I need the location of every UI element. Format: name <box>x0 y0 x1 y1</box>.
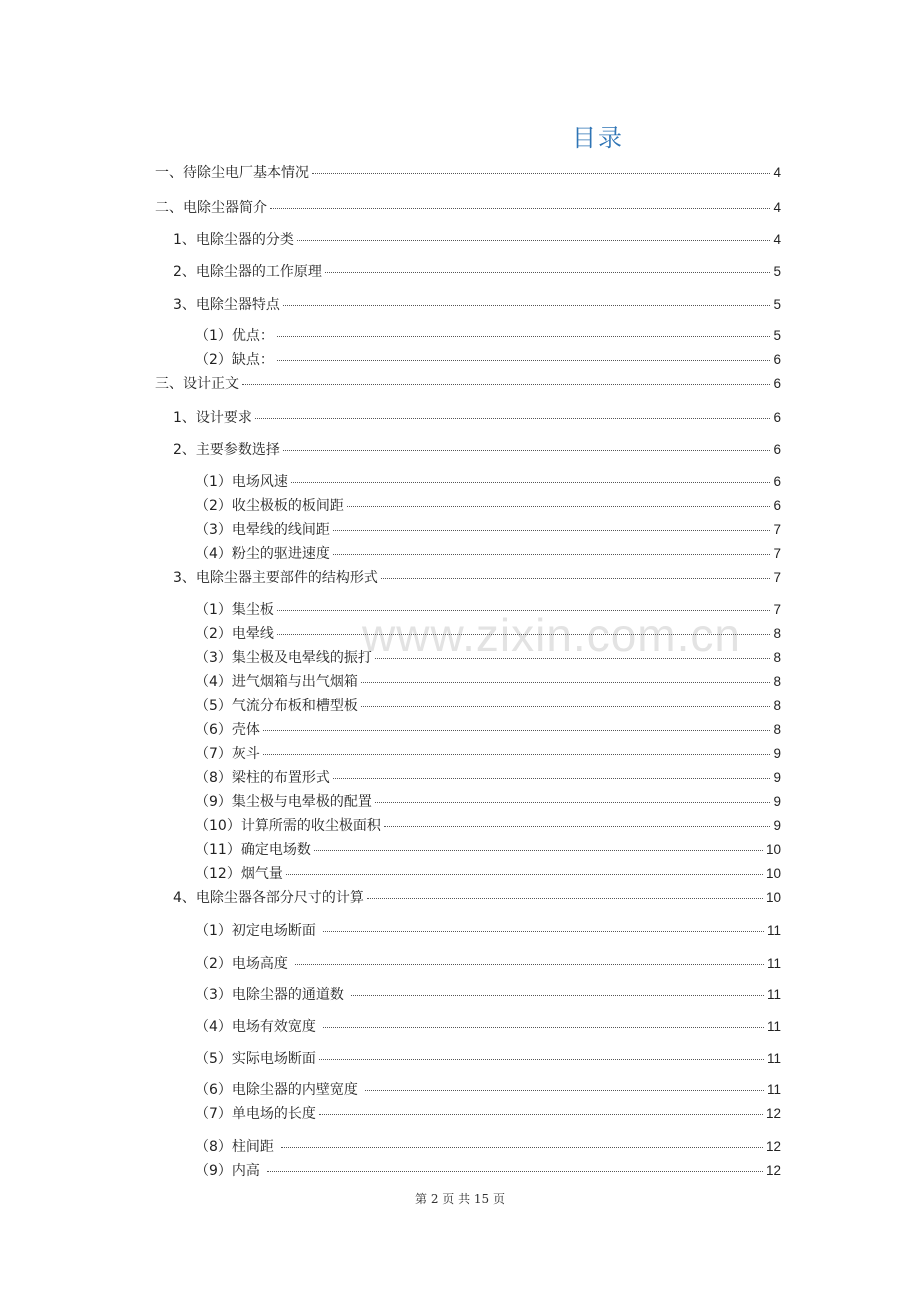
toc-dot-leader <box>351 995 764 996</box>
toc-entry-page: 6 <box>773 498 781 513</box>
toc-entry-page: 11 <box>766 923 781 938</box>
toc-entry-title: （2）电晕线 <box>195 626 274 642</box>
toc-entry-title: 二、电除尘器简介 <box>155 200 267 216</box>
toc-entry[interactable] <box>173 441 781 459</box>
toc-entry-page: 4 <box>773 232 781 247</box>
toc-entry[interactable] <box>195 473 781 491</box>
toc-entry-page: 7 <box>773 546 781 561</box>
toc-entry-title: （5）气流分布板和槽型板 <box>195 698 358 714</box>
toc-dot-leader <box>263 730 771 731</box>
toc-entry[interactable] <box>195 649 781 667</box>
toc-entry[interactable] <box>155 199 781 217</box>
toc-entry[interactable] <box>195 521 781 539</box>
toc-dot-leader <box>267 1171 763 1172</box>
toc-dot-leader <box>361 682 771 683</box>
toc-entry[interactable] <box>195 986 781 1004</box>
toc-dot-leader <box>263 754 771 755</box>
toc-entry-page: 11 <box>766 1019 781 1034</box>
toc-entry-page: 11 <box>766 1051 781 1066</box>
toc-entry-page: 6 <box>773 474 781 489</box>
toc-entry[interactable] <box>195 327 781 345</box>
toc-entry-title: （3）电晕线的线间距 <box>195 522 330 538</box>
toc-entry-title: （1）初定电场断面 <box>195 923 321 939</box>
toc-entry-title: 1、设计要求 <box>173 410 252 426</box>
toc-entry[interactable] <box>195 673 781 691</box>
toc-entry-page: 6 <box>773 376 781 391</box>
toc-entry[interactable] <box>195 922 781 940</box>
toc-entry-title: （9）内高 <box>195 1163 265 1179</box>
toc-entry-page: 6 <box>773 410 781 425</box>
toc-entry[interactable] <box>173 263 781 281</box>
toc-dot-leader <box>291 482 771 483</box>
toc-entry[interactable] <box>195 865 781 883</box>
toc-dot-leader <box>270 208 770 209</box>
toc-dot-leader <box>375 658 771 659</box>
toc-entry[interactable] <box>195 745 781 763</box>
toc-entry[interactable] <box>195 817 781 835</box>
toc-entry-page: 10 <box>765 866 781 881</box>
toc-entry-page: 10 <box>765 890 781 905</box>
toc-dot-leader <box>384 826 771 827</box>
toc-entry-title: 3、电除尘器特点 <box>173 297 280 313</box>
toc-entry[interactable] <box>195 1018 781 1036</box>
toc-entry-page: 8 <box>773 674 781 689</box>
toc-dot-leader <box>283 450 771 451</box>
toc-entry-page: 10 <box>765 842 781 857</box>
toc-entry-title: （4）电场有效宽度 <box>195 1019 321 1035</box>
toc-entry-title: 3、电除尘器主要部件的结构形式 <box>173 570 378 586</box>
toc-entry-page: 4 <box>773 200 781 215</box>
toc-entry-title: （4）粉尘的驱进速度 <box>195 546 330 562</box>
toc-entry[interactable] <box>195 625 781 643</box>
toc-entry[interactable] <box>195 1081 781 1099</box>
toc-entry-page: 8 <box>773 650 781 665</box>
toc-entry-page: 7 <box>773 602 781 617</box>
toc-dot-leader <box>286 874 763 875</box>
toc-entry-page: 5 <box>773 264 781 279</box>
toc-dot-leader <box>333 554 771 555</box>
toc-dot-leader <box>255 418 771 419</box>
toc-dot-leader <box>242 384 770 385</box>
toc-dot-leader <box>361 706 771 707</box>
toc-entry-page: 12 <box>765 1139 781 1154</box>
toc-entry[interactable] <box>173 296 781 314</box>
toc-entry-title: （11）确定电场数 <box>195 842 311 858</box>
toc-entry-title: （9）集尘极与电晕极的配置 <box>195 794 372 810</box>
page-footer: 第 2 页 共 15 页 <box>415 1192 505 1206</box>
toc-entry-title: （6）电除尘器的内壁宽度 <box>195 1082 363 1098</box>
toc-entry-title: 2、电除尘器的工作原理 <box>173 264 322 280</box>
toc-entry-title: （5）实际电场断面 <box>195 1051 316 1067</box>
toc-entry[interactable] <box>155 375 781 393</box>
toc-entry[interactable] <box>195 1162 781 1180</box>
toc-entry-title: （3）集尘极及电晕线的振打 <box>195 650 372 666</box>
toc-entry[interactable] <box>195 1050 781 1068</box>
toc-entry[interactable] <box>195 793 781 811</box>
toc-entry-title: （2）缺点： <box>195 352 274 368</box>
toc-entry[interactable] <box>195 351 781 369</box>
toc-entry-page: 12 <box>765 1163 781 1178</box>
toc-dot-leader <box>277 634 771 635</box>
toc-entry[interactable] <box>173 569 781 587</box>
toc-dot-leader <box>281 1147 763 1148</box>
toc-entry-page: 8 <box>773 698 781 713</box>
toc-dot-leader <box>283 305 771 306</box>
toc-entry-page: 12 <box>765 1106 781 1121</box>
toc-dot-leader <box>277 610 771 611</box>
toc-dot-leader <box>319 1114 763 1115</box>
page-title: 目录 <box>572 124 624 152</box>
toc-entry-title: 2、主要参数选择 <box>173 442 280 458</box>
toc-entry-title: （1）集尘板 <box>195 602 274 618</box>
toc-entry-page: 11 <box>766 956 781 971</box>
toc-entry-title: （12）烟气量 <box>195 866 283 882</box>
toc-dot-leader <box>323 1027 764 1028</box>
toc-entry-page: 8 <box>773 626 781 641</box>
toc-entry-title: 4、电除尘器各部分尺寸的计算 <box>173 890 364 906</box>
toc-dot-leader <box>325 272 771 273</box>
toc-entry-title: （8）柱间距 <box>195 1139 279 1155</box>
watermark: www.zixin.com.cn <box>362 609 741 661</box>
toc-entry-title: （7）单电场的长度 <box>195 1106 316 1122</box>
toc-dot-leader <box>295 964 764 965</box>
toc-dot-leader <box>297 240 771 241</box>
toc-dot-leader <box>323 931 764 932</box>
toc-entry-page: 11 <box>766 987 781 1002</box>
toc-entry-title: （7）灰斗 <box>195 746 260 762</box>
toc-entry-page: 6 <box>773 352 781 367</box>
toc-dot-leader <box>333 530 771 531</box>
toc-entry[interactable] <box>195 1105 781 1123</box>
toc-entry-title: 1、电除尘器的分类 <box>173 232 294 248</box>
toc-entry-page: 7 <box>773 522 781 537</box>
toc-dot-leader <box>367 898 763 899</box>
toc-dot-leader <box>314 850 763 851</box>
toc-entry-title: 一、待除尘电厂基本情况 <box>155 165 309 181</box>
toc-dot-leader <box>381 578 771 579</box>
toc-dot-leader <box>277 360 771 361</box>
toc-entry-page: 7 <box>773 570 781 585</box>
toc-entry-title: （10）计算所需的收尘极面积 <box>195 818 381 834</box>
toc-entry[interactable] <box>173 409 781 427</box>
toc-entry-title: （3）电除尘器的通道数 <box>195 987 349 1003</box>
toc-entry-title: （6）壳体 <box>195 722 260 738</box>
toc-entry-title: （2）收尘极板的板间距 <box>195 498 344 514</box>
toc-entry-page: 9 <box>773 818 781 833</box>
toc-entry-title: （8）梁柱的布置形式 <box>195 770 330 786</box>
toc-dot-leader <box>347 506 771 507</box>
toc-entry-page: 9 <box>773 746 781 761</box>
toc-entry-title: （4）进气烟箱与出气烟箱 <box>195 674 358 690</box>
toc-dot-leader <box>333 778 771 779</box>
toc-entry[interactable] <box>195 545 781 563</box>
toc-entry[interactable] <box>155 164 781 182</box>
toc-entry-page: 9 <box>773 770 781 785</box>
toc-entry-page: 8 <box>773 722 781 737</box>
toc-entry-title: 三、设计正文 <box>155 376 239 392</box>
toc-dot-leader <box>277 336 771 337</box>
toc-entry-page: 11 <box>766 1082 781 1097</box>
toc-entry-page: 9 <box>773 794 781 809</box>
toc-dot-leader <box>312 173 770 174</box>
toc-entry-page: 5 <box>773 297 781 312</box>
toc-entry-page: 6 <box>773 442 781 457</box>
toc-entry[interactable] <box>173 889 781 907</box>
toc-entry[interactable] <box>195 955 781 973</box>
toc-entry-page: 5 <box>773 328 781 343</box>
toc-entry[interactable] <box>195 721 781 739</box>
toc-entry[interactable] <box>195 497 781 515</box>
toc-entry[interactable] <box>195 697 781 715</box>
toc-entry-title: （2）电场高度 <box>195 956 293 972</box>
toc-entry[interactable] <box>195 769 781 787</box>
toc-entry-title: （1）优点： <box>195 328 274 344</box>
toc-dot-leader <box>365 1090 764 1091</box>
toc-entry[interactable] <box>195 601 781 619</box>
toc-entry[interactable] <box>195 1138 781 1156</box>
toc-entry-title: （1）电场风速 <box>195 474 288 490</box>
toc-entry-page: 4 <box>773 165 781 180</box>
toc-entry[interactable] <box>195 841 781 859</box>
toc-dot-leader <box>319 1059 764 1060</box>
toc-entry[interactable] <box>173 231 781 249</box>
toc-dot-leader <box>375 802 771 803</box>
